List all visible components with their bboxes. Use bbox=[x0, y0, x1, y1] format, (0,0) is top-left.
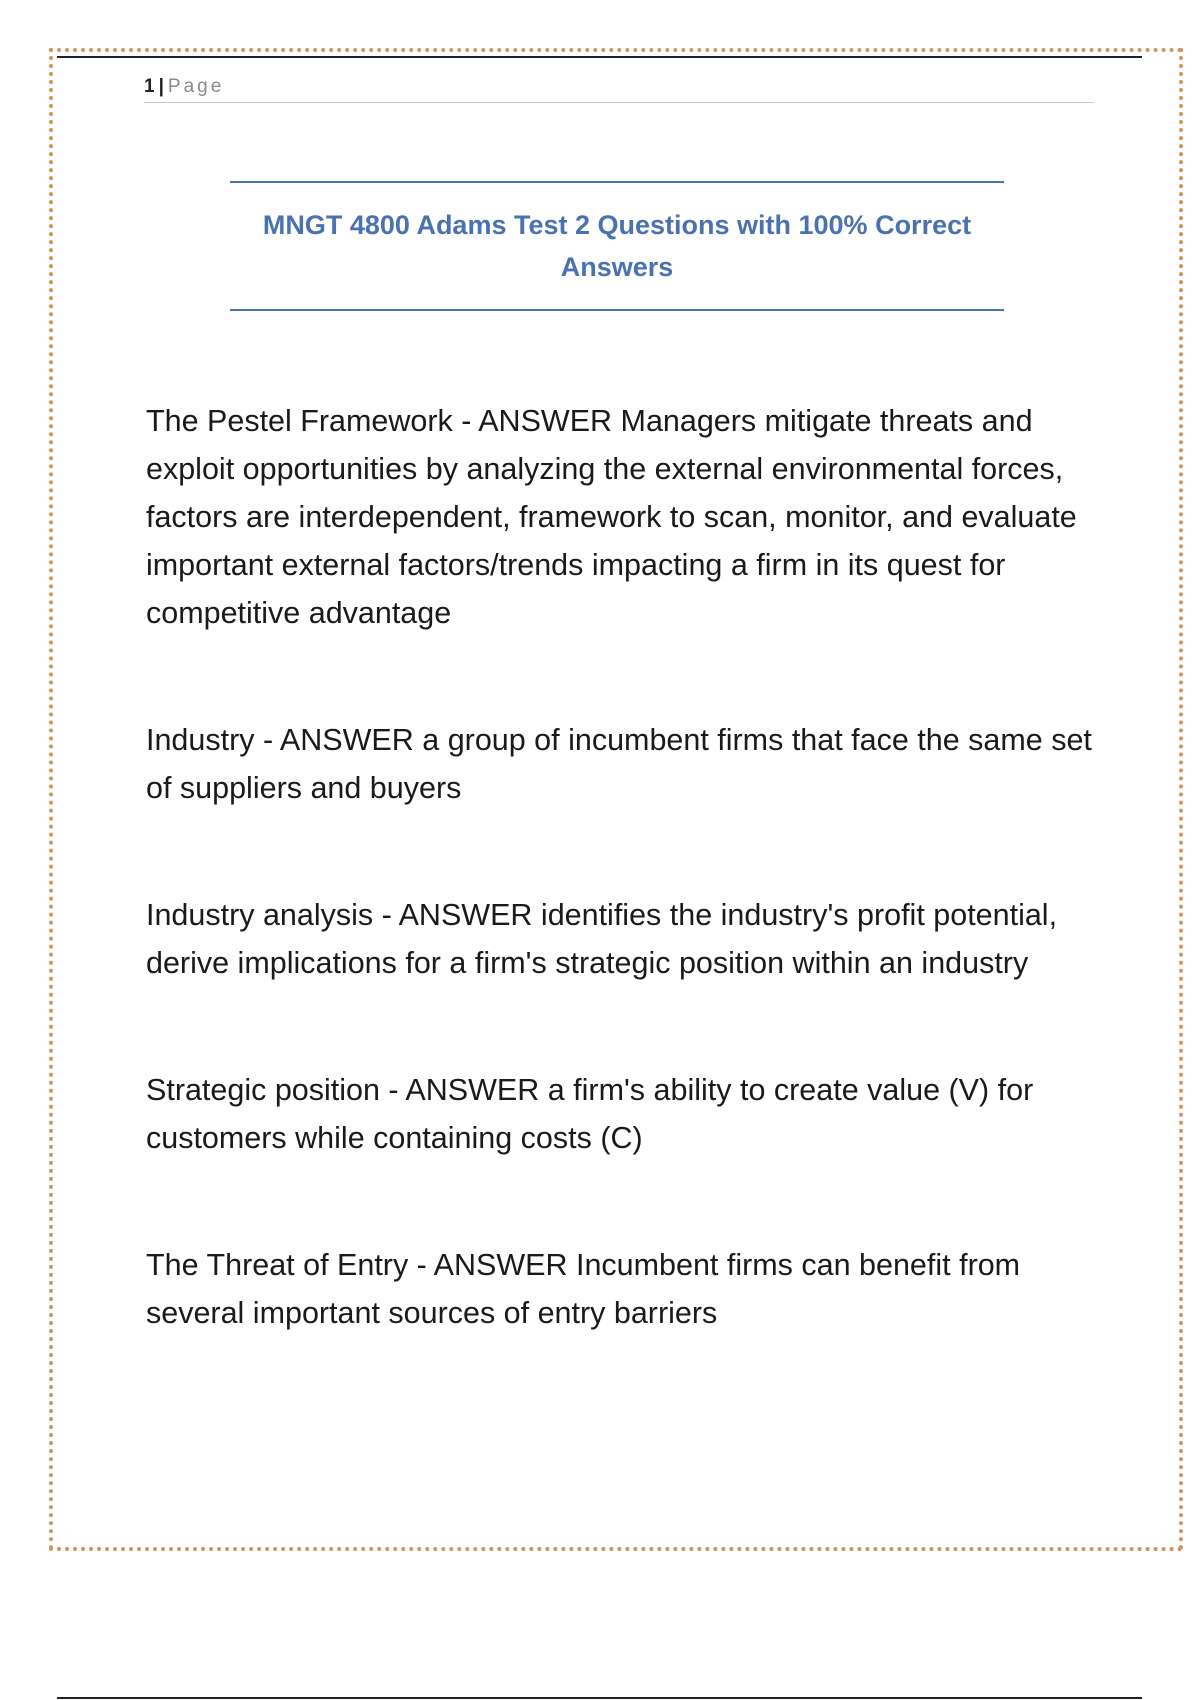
page-number: 1 bbox=[144, 76, 155, 97]
page-number-separator: | bbox=[158, 76, 164, 97]
bottom-rule bbox=[57, 1697, 1142, 1699]
top-rule bbox=[57, 56, 1142, 58]
page-header bbox=[144, 74, 1094, 103]
qa-item-pestel-framework: The Pestel Framework - ANSWER Managers mitigate threats and exploit opportunities by analyzing the external environmental forces, factors are interdependent, framework to scan, monitor, and evaluate important external factors/trends impacting a firm in its quest for competitive advantage bbox=[146, 404, 1077, 630]
qa-item-industry-analysis: Industry analysis - ANSWER identifies the industry's profit potential, derive implications for a firm's strategic position within an industry bbox=[146, 898, 1058, 980]
qa-item-threat-of-entry: The Threat of Entry - ANSWER Incumbent firms can benefit from several important sources of entry barriers bbox=[146, 1248, 1021, 1330]
page-label: Page bbox=[167, 76, 225, 97]
title-block bbox=[230, 181, 1004, 311]
qa-item-strategic-position: Strategic position - ANSWER a firm's ability to create value (V) for customers while containing costs (C) bbox=[146, 1073, 1034, 1155]
document-title: MNGT 4800 Adams Test 2 Questions with 100% Correct Answers bbox=[262, 210, 972, 282]
qa-list bbox=[146, 397, 1101, 1337]
qa-item-industry: Industry - ANSWER a group of incumbent firms that face the same set of suppliers and buyers bbox=[146, 723, 1092, 805]
